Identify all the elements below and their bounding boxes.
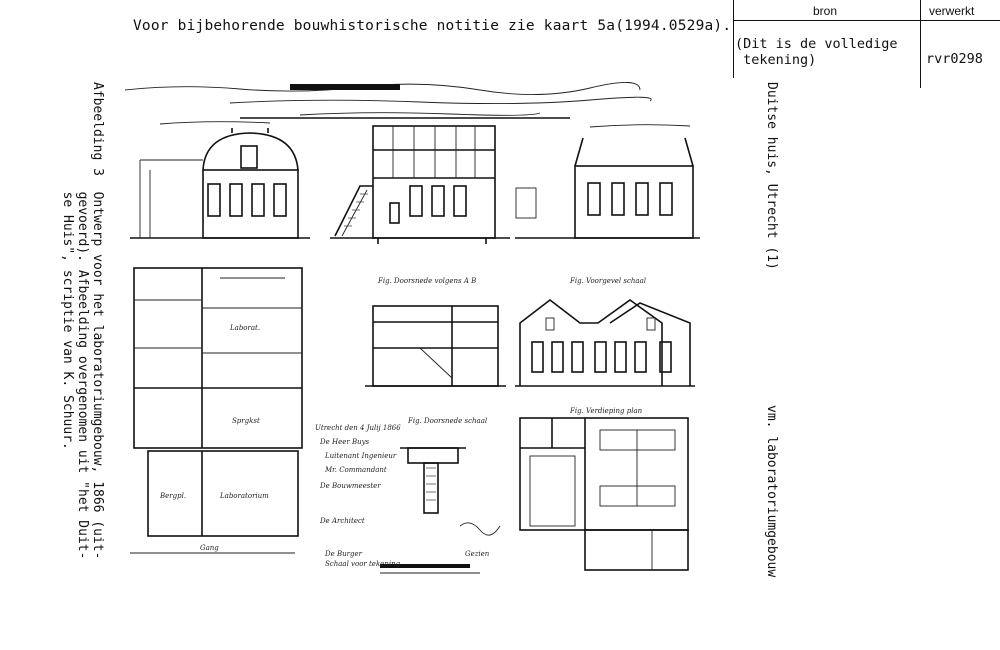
verwerkt-code: rvr0298 — [926, 51, 983, 67]
svg-text:Utrecht den 4 Julij 1866: Utrecht den 4 Julij 1866 — [315, 424, 401, 432]
svg-text:Luitenant Ingenieur: Luitenant Ingenieur — [325, 452, 397, 460]
handwritten-notes — [315, 424, 500, 573]
upper-floor-plan — [520, 407, 688, 570]
side-subtitle: vm. laboratoriumgebouw — [764, 405, 779, 578]
svg-text:De Heer Buys: De Heer Buys — [320, 438, 370, 446]
svg-text:Fig. Doorsnede volgens A B: Fig. Doorsnede volgens A B — [378, 277, 477, 285]
section-two — [365, 277, 506, 386]
svg-text:Laboratorium: Laboratorium — [220, 492, 269, 500]
elevation-flat-roof — [515, 138, 700, 238]
svg-text:Mr. Commandant: Mr. Commandant — [325, 466, 387, 474]
svg-text:Fig. Voorgevel schaal: Fig. Voorgevel schaal — [570, 277, 647, 285]
svg-text:Gezien: Gezien — [465, 550, 490, 558]
bron-value: (Dit is de volledige tekening) — [735, 36, 898, 68]
svg-text:De Bouwmeester: De Bouwmeester — [320, 482, 381, 490]
side-title: Duitse huis, Utrecht (1) — [764, 82, 779, 270]
elevation-curved-gable — [130, 128, 310, 238]
svg-text:Fig. Doorsnede schaal: Fig. Doorsnede schaal — [408, 417, 488, 425]
svg-text:Schaal voor tekening: Schaal voor tekening — [325, 560, 401, 568]
figure-caption: Afbeelding 3 Ontwerp voor het laboratoriumgebouw, 1866 (uit- gevoerd). Afbeelding overgenomen uit "het Duit- se Huis", scriptie van K. Schuur. — [60, 82, 105, 560]
header-note: Voor bijbehorende bouwhistorische notitie zie kaart 5a(1994.0529a). — [133, 18, 732, 34]
column-header-bron: bron — [813, 4, 838, 18]
handwritten-title — [125, 82, 690, 127]
elevation-triple-gable — [515, 277, 695, 386]
detail-section — [400, 417, 487, 513]
column-header-verwerkt: verwerkt — [929, 4, 975, 18]
svg-text:Laborat.: Laborat. — [230, 324, 261, 332]
ground-floor-plan — [130, 268, 302, 553]
metadata-table — [733, 0, 1000, 88]
section-with-stair — [330, 126, 510, 244]
svg-text:De Architect: De Architect — [320, 517, 365, 525]
svg-text:Sprgkst: Sprgkst — [232, 417, 260, 425]
svg-text:Gang: Gang — [200, 544, 219, 552]
architectural-drawing — [120, 78, 700, 583]
svg-text:Fig. Verdieping plan: Fig. Verdieping plan — [570, 407, 643, 415]
drawing-sheet — [120, 78, 700, 583]
svg-text:Bergpl.: Bergpl. — [160, 492, 187, 500]
svg-text:De Burger: De Burger — [325, 550, 362, 558]
